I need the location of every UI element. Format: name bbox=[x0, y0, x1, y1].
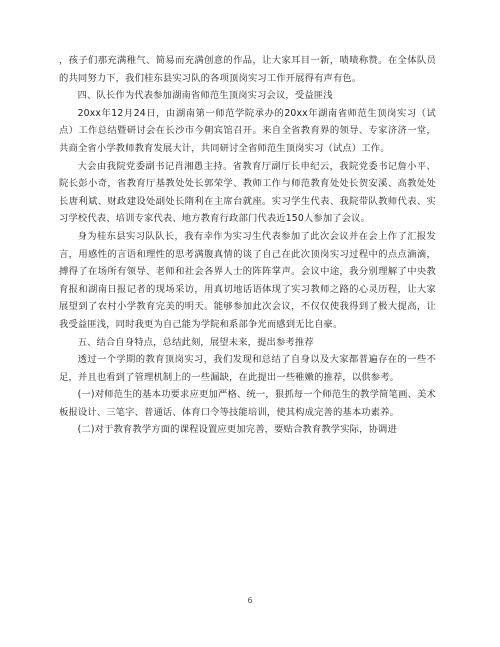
section-heading-5: 五、结合自身特点，总结此刻，展望未来，提出参考推荐 bbox=[77, 336, 314, 348]
paragraph-speech: 身为桂东县实习队队长，我有幸作为实习生代表参加了此次会议并在会上作了汇报发言，用感性的言语和理性的思考满腹真情的谈了自己在此次顶岗实习过程中的点点滴滴，搏得了在场所有领导、老师和社会各界人士的阵阵掌声。会议中途，我分别理解了中央教育报和湖南日报记者的现场采访，用真切地话语体现了实习教师之路的心灵历程，让大家展望到了农村小学教育完美的明天。能够参加此次会议，不仅仅使我得到了极大提高，让我受益匪浅，同时我更为自己能为学院和系部争光而感到无比自豪。 bbox=[59, 230, 436, 330]
paragraph-suggestion-2: (二)对于教育教学方面的课程设置应更加完善，要贴合教育教学实际，协调进 bbox=[77, 424, 397, 436]
page-number: 6 bbox=[247, 596, 253, 605]
document-page bbox=[59, 52, 436, 439]
paragraph-continuation: ，孩子们那充满稚气、简易而充满创意的作品，让大家耳目一新，啧啧称赞。在全体队员的共同努力下，我们桂东县实习队的各项顶岗实习工作开展得有声有色。 bbox=[59, 55, 436, 84]
paragraph-attendees: 大会由我院党委副书记肖湘愚主持。省教育厅副厅长申纪云，我院党委书记詹小平、院长彭小奇，省教育厅基教处处长郭荣学、教师工作与师范教育处处长贺安溪、高教处处长唐利斌、财政建设处副处长隋利在主席台就座。实习学生代表、我院带队教师代表、实习学校代表、培训专家代表、地方教育行政部门代表近150人参加了会议。 bbox=[59, 160, 436, 225]
paragraph-suggestion-1: (一)对师范生的基本功要求应更加严格、统一，狠抓每一个师范生的教学简笔画、美术板报设计、三笔字、普通话、体育口令等技能培训，使其构成完善的基本功素养。 bbox=[59, 389, 436, 418]
paragraph-conference: 20xx年12月24日，由湖南第一师范学院承办的20xx年湖南省师范生顶岗实习（试点）工作总结暨研讨会在长沙市今朝宾馆召开。来自全省教育界的领导、专家济济一堂，共商全省小学教师教育发展大计，共同研讨全省师范生顶岗实习（试点）工作。 bbox=[59, 107, 436, 154]
section-heading-4: 四、队长作为代表参加湖南省师范生顶岗实习会议，受益匪浅 bbox=[77, 90, 333, 102]
paragraph-suggestions-intro: 透过一个学期的教育顶岗实习，我们发现和总结了自身以及大家都普遍存在的一些不足，并且也看到了管理机制上的一些漏缺，在此提出一些稚嫩的推荐，以供参考。 bbox=[59, 354, 436, 383]
